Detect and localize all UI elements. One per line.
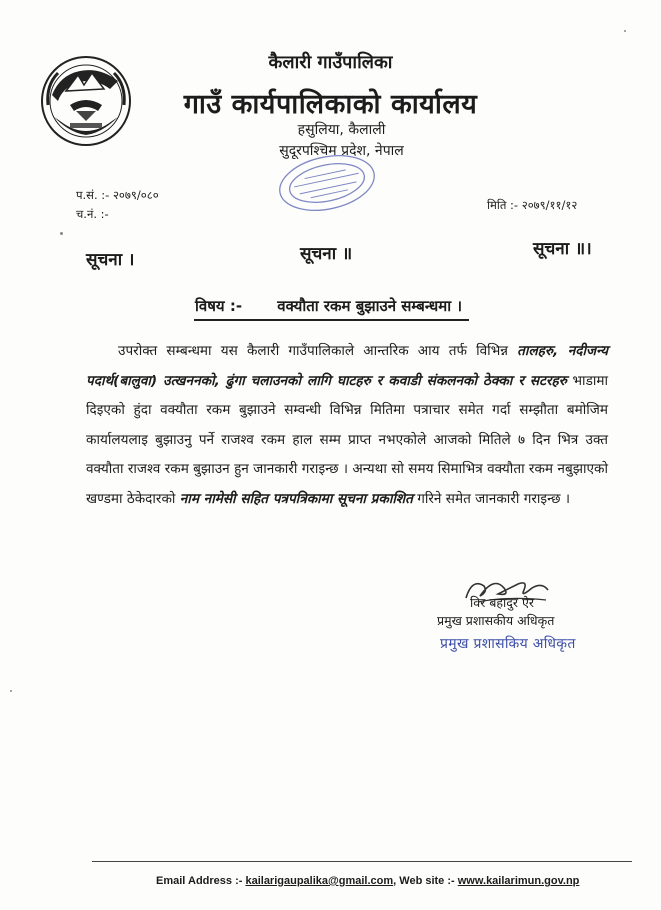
notice-body: [86, 337, 608, 514]
subject-line: [195, 296, 462, 316]
notice-heading-1: सूचना ।: [86, 250, 135, 270]
subject-text: वक्यौता रकम बुझाउने सम्बन्धमा ।: [277, 297, 463, 315]
signatory-name: विर बहादुर ऐर: [470, 595, 535, 610]
body-part-4-emphasis: नाम नामेसी सहित पत्रपत्रिकामा सूचना प्रकाशित: [179, 490, 413, 507]
signatory-title: प्रमुख प्रशासकीय अधिकृत: [437, 613, 555, 628]
letter-date: मिति :- २०७९/११/१२: [487, 198, 578, 212]
dispatch-number: च.नं. :-: [76, 207, 109, 221]
paper-speck: [624, 30, 626, 32]
email-link[interactable]: kailarigaupalika@gmail.com: [245, 875, 394, 887]
subject-underline: [194, 319, 469, 321]
footer-contact: [156, 875, 579, 887]
website-label: , Web site :-: [393, 875, 455, 887]
signatory-stamp: प्रमुख प्रशासकिय अधिकृत: [440, 636, 576, 652]
office-title: गाउँ कार्यपालिकाको कार्यालय: [183, 89, 478, 120]
website-link[interactable]: www.kailarimun.gov.np: [457, 875, 580, 887]
body-part-1: उपरोक्त सम्बन्धमा यस कैलारी गाउँपालिकाले आन्तरिक आय तर्फ विभिन्न: [118, 343, 518, 359]
notice-heading-3: सूचना ॥।: [533, 239, 592, 259]
notice-heading-2: सूचना ॥: [300, 244, 353, 264]
paper-speck: [60, 232, 63, 235]
body-part-3: भाडामा दिइएको हुंदा वक्यौता रकम बुझाउने सम्वन्धी विभिन्न मितिमा पत्राचार समेत गर्दा सम्झौता बमोजिम कार्यालयलाइ बुझाउनु पर्ने राजश्व रकम हाल सम्म प्राप्त नभएकोले आजको मितिले ७ दिन भित्र उक्त वक्यौता राजश्व रकम बुझाउन हुन जानकारी गराइन्छ । अन्यथा सो समय सिमाभित्र वक्यौता रकम नबुझाएको खण्डमा ठेकेदारको: [86, 372, 609, 507]
org-name: कैलारी गाउँपालिका: [268, 52, 393, 73]
paper-speck: [10, 690, 12, 692]
reference-number: प.सं. :- २०७९/०८०: [76, 188, 159, 202]
body-paragraph: [86, 337, 608, 514]
footer-divider: [92, 861, 632, 862]
email-label: Email Address :-: [156, 875, 243, 887]
address-line-2: सुदूरपश्चिम प्रदेश, नेपाल: [279, 143, 404, 159]
body-part-2-emphasis: तालहरु, नदीजन्य पदार्थ(बालुवा) उत्खननको, ढुंगा चलाउनको लागि घाटहरु र कवाडी संकलनको ठेक्का र सटरहरु: [86, 343, 608, 389]
body-part-5: गरिने समेत जानकारी गराइन्छ ।: [412, 490, 570, 507]
address-line-1: हसुलिया, कैलाली: [297, 122, 386, 138]
subject-label: विषय :-: [195, 297, 243, 315]
office-stamp-icon: [272, 150, 382, 216]
